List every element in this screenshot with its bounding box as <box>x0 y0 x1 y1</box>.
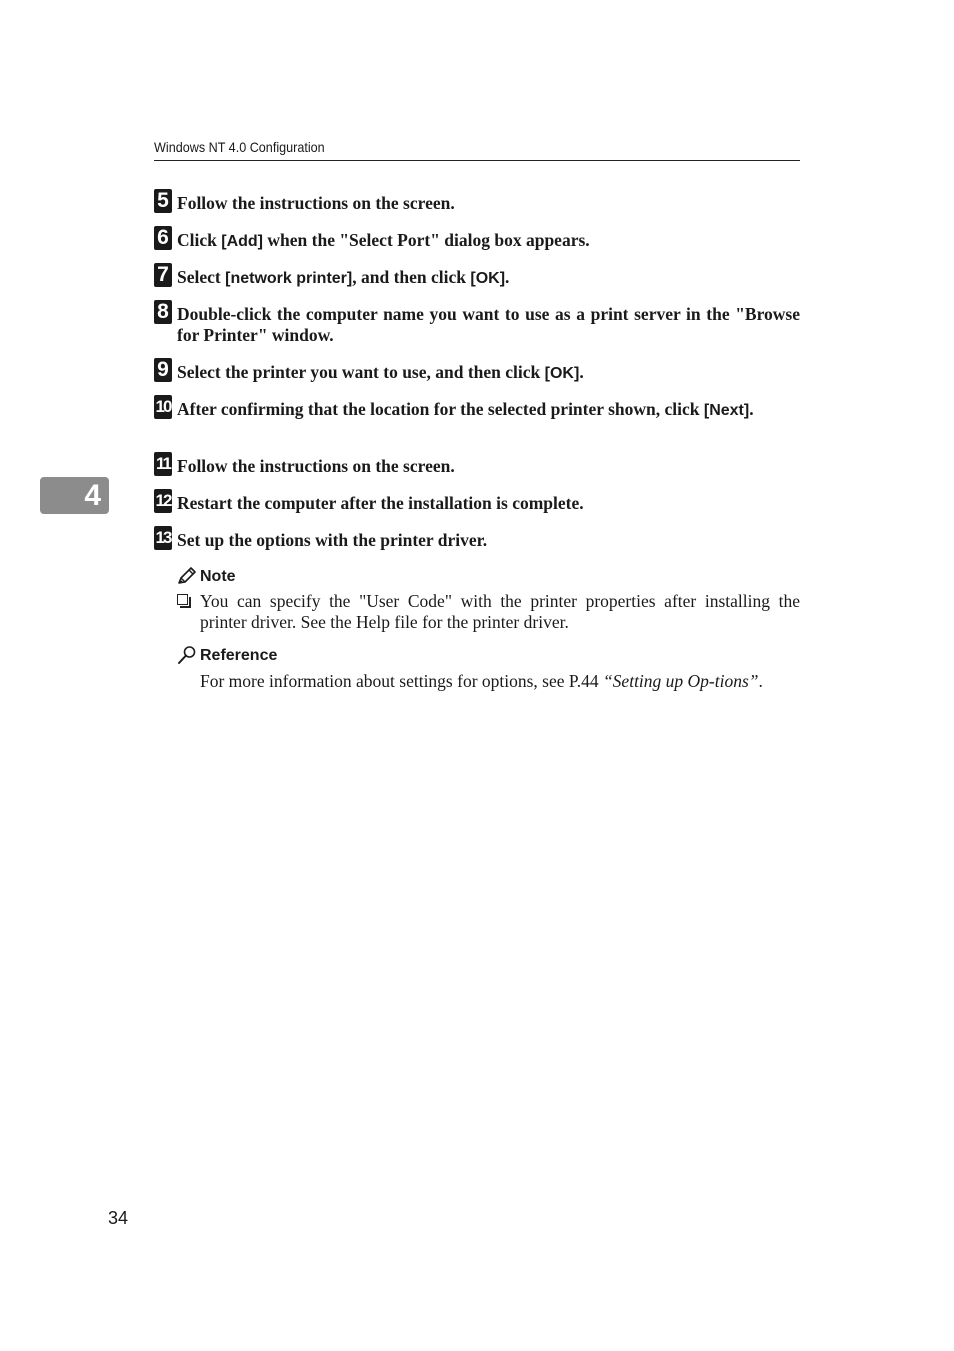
step-text-part: Select <box>177 267 226 287</box>
step-number-badge: 7 <box>154 263 172 287</box>
step-text: Follow the instructions on the screen. <box>177 456 455 476</box>
step-text <box>177 230 800 252</box>
key-label-ok: [OK] <box>470 270 506 287</box>
chapter-tab <box>40 477 109 514</box>
step-text <box>177 362 800 384</box>
step-text-part: , and then click <box>352 267 471 287</box>
step-text: Double-click the computer name you want to use as a print server in the "Browse for Printer" window. <box>177 304 800 345</box>
step-text: Set up the options with the printer driver. <box>177 530 488 550</box>
step-text <box>177 267 800 289</box>
step-text-part: Click <box>177 230 222 250</box>
reference-text-part: . <box>758 671 763 691</box>
step-number-badge: 6 <box>154 226 172 250</box>
step-number-badge: 12 <box>154 489 172 513</box>
step-number-badge: 8 <box>154 300 172 324</box>
step-text-part: . <box>579 362 584 382</box>
step-9 <box>154 358 800 384</box>
step-5 <box>154 189 800 215</box>
step-13 <box>154 526 800 552</box>
step-text <box>177 399 800 421</box>
step-number-badge: 13 <box>154 526 172 550</box>
page-number: 34 <box>108 1208 129 1228</box>
step-8 <box>154 300 800 348</box>
key-label-network-printer: [network printer] <box>225 270 353 287</box>
step-number-badge: 5 <box>154 189 172 213</box>
step-text-part: when the "Select Port" dialog box appears. <box>263 230 590 250</box>
checkbox-bullet-icon <box>177 594 188 605</box>
section-title: Windows NT 4.0 Configuration <box>154 139 325 155</box>
reference-text-part: For more information about settings for options, see P.44 <box>200 671 603 691</box>
note-label: Note <box>200 568 236 585</box>
step-12 <box>154 489 800 515</box>
reference-text <box>200 671 800 692</box>
reference-link[interactable]: “Setting up Op-tions” <box>602 671 759 691</box>
step-11 <box>154 452 800 478</box>
step-text-part: . <box>505 267 510 287</box>
key-label-ok: [OK] <box>544 365 580 382</box>
chapter-number: 4 <box>84 479 101 512</box>
step-7 <box>154 263 800 289</box>
step-text: Restart the computer after the installation is complete. <box>177 493 584 513</box>
note-text: You can specify the "User Code" with the printer properties after installing the printer driver. See the Help file for the printer driver. <box>200 591 800 632</box>
step-number-badge: 10 <box>154 395 172 419</box>
step-text-part: After confirming that the location for the selected printer shown, click <box>177 399 704 419</box>
step-6 <box>154 226 800 252</box>
step-10 <box>154 395 800 443</box>
key-label-next: [Next] <box>703 402 750 419</box>
magnifier-icon <box>177 645 197 665</box>
step-number-badge: 9 <box>154 358 172 382</box>
reference-label: Reference <box>200 647 278 664</box>
pencil-icon <box>177 566 197 586</box>
step-text-part: Select the printer you want to use, and then click <box>177 362 545 382</box>
step-text-part: . <box>749 399 754 419</box>
step-number-badge: 11 <box>154 452 172 476</box>
running-header <box>154 139 800 161</box>
step-text: Follow the instructions on the screen. <box>177 193 455 213</box>
key-label-add: [Add] <box>221 233 264 250</box>
